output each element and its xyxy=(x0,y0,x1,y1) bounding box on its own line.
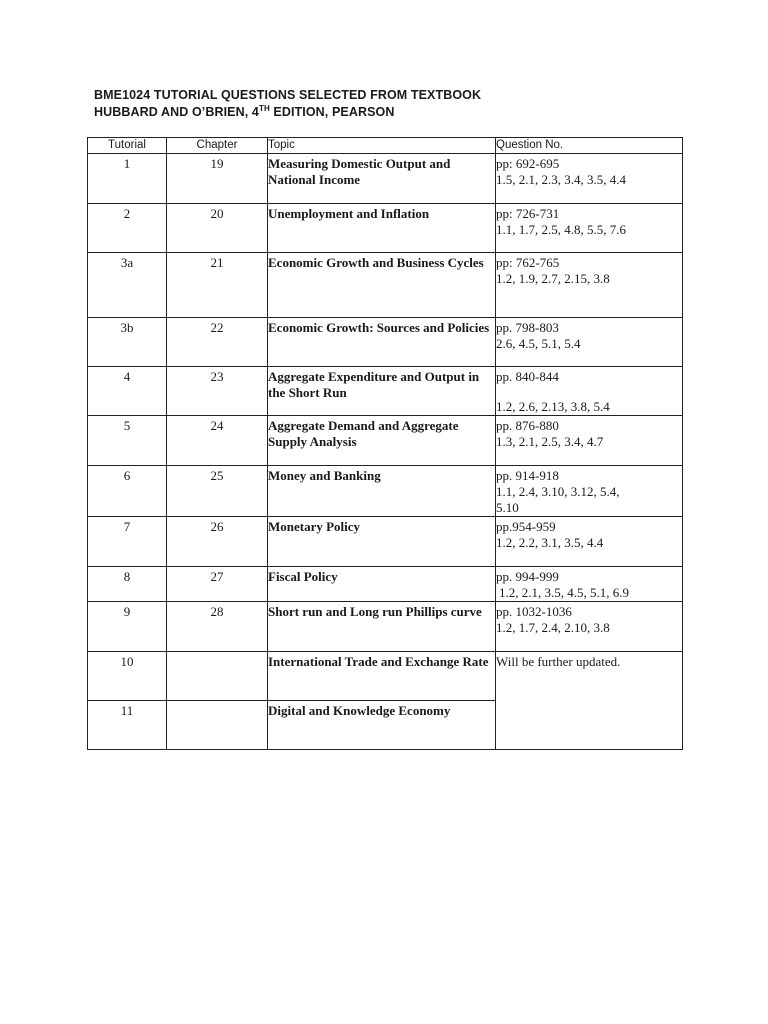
table-row xyxy=(88,367,683,416)
question-cell xyxy=(496,466,683,517)
questions-text: 1.2, 2.1, 3.5, 4.5, 5.1, 6.9 xyxy=(499,585,629,600)
table-row xyxy=(88,466,683,517)
topic-cell: Fiscal Policy xyxy=(268,567,496,602)
chapter-cell: 23 xyxy=(167,367,268,416)
tutorial-cell: 3a xyxy=(88,253,167,318)
topic-cell: Measuring Domestic Output and National Income xyxy=(268,154,496,204)
chapter-cell: 20 xyxy=(167,204,268,253)
tutorial-table xyxy=(87,137,683,750)
chapter-cell: 25 xyxy=(167,466,268,517)
questions-text: 1.2, 2.6, 2.13, 3.8, 5.4 xyxy=(496,399,610,414)
pages-text: pp: 726-731 xyxy=(496,206,560,221)
questions-text: 1.2, 1.7, 2.4, 2.10, 3.8 xyxy=(496,620,610,635)
question-cell xyxy=(496,253,683,318)
table-row xyxy=(88,567,683,602)
topic-cell: Unemployment and Inflation xyxy=(268,204,496,253)
table-row xyxy=(88,602,683,652)
topic-cell: Short run and Long run Phillips curve xyxy=(268,602,496,652)
tutorial-cell: 2 xyxy=(88,204,167,253)
question-cell xyxy=(496,318,683,367)
column-header-chapter: Chapter xyxy=(167,138,268,154)
pages-text: pp. 840-844 xyxy=(496,369,559,384)
question-cell xyxy=(496,517,683,567)
pages-text: pp. 914-918 xyxy=(496,468,559,483)
chapter-cell: 19 xyxy=(167,154,268,204)
pages-text: pp. 876-880 xyxy=(496,418,559,433)
header-line-1: BME1024 TUTORIAL QUESTIONS SELECTED FROM TEXTBOOK xyxy=(94,88,482,102)
table-row xyxy=(88,154,683,204)
topic-cell: Digital and Knowledge Economy xyxy=(268,701,496,750)
question-cell xyxy=(496,154,683,204)
tutorial-cell: 7 xyxy=(88,517,167,567)
chapter-cell xyxy=(167,652,268,701)
question-cell xyxy=(496,602,683,652)
chapter-cell: 28 xyxy=(167,602,268,652)
column-header-topic: Topic xyxy=(268,138,496,154)
column-header-tutorial: Tutorial xyxy=(88,138,167,154)
topic-cell: Monetary Policy xyxy=(268,517,496,567)
tutorial-cell: 6 xyxy=(88,466,167,517)
pages-text: pp.954-959 xyxy=(496,519,556,534)
tutorial-cell: 1 xyxy=(88,154,167,204)
question-cell xyxy=(496,204,683,253)
chapter-cell xyxy=(167,701,268,750)
tutorial-cell: 4 xyxy=(88,367,167,416)
table-header-row xyxy=(88,138,683,154)
table-row xyxy=(88,204,683,253)
pages-text: pp: 692-695 xyxy=(496,156,560,171)
pages-text: pp. 1032-1036 xyxy=(496,604,572,619)
chapter-cell: 27 xyxy=(167,567,268,602)
pages-text: pp: 762-765 xyxy=(496,255,560,270)
questions-text: 1.2, 1.9, 2.7, 2.15, 3.8 xyxy=(496,271,610,286)
table-row xyxy=(88,253,683,318)
questions-text: 1.3, 2.1, 2.5, 3.4, 4.7 xyxy=(496,434,604,449)
tutorial-cell: 9 xyxy=(88,602,167,652)
questions-text: 1.1, 1.7, 2.5, 4.8, 5.5, 7.6 xyxy=(496,222,626,237)
tutorial-cell: 8 xyxy=(88,567,167,602)
topic-cell: Aggregate Expenditure and Output in the Short Run xyxy=(268,367,496,416)
question-cell xyxy=(496,567,683,602)
topic-cell: Economic Growth: Sources and Policies xyxy=(268,318,496,367)
questions-text: 1.2, 2.2, 3.1, 3.5, 4.4 xyxy=(496,535,604,550)
table-row xyxy=(88,517,683,567)
topic-cell: Aggregate Demand and Aggregate Supply Analysis xyxy=(268,416,496,466)
question-cell xyxy=(496,416,683,466)
questions-text: 2.6, 4.5, 5.1, 5.4 xyxy=(496,336,581,351)
question-cell xyxy=(496,367,683,416)
document-header xyxy=(94,87,481,121)
chapter-cell: 21 xyxy=(167,253,268,318)
tutorial-cell: 10 xyxy=(88,652,167,701)
questions-text: 1.5, 2.1, 2.3, 3.4, 3.5, 4.4 xyxy=(496,172,626,187)
question-cell-merged xyxy=(496,652,683,750)
chapter-cell: 24 xyxy=(167,416,268,466)
header-line-2-sup: TH xyxy=(258,103,270,113)
table-row xyxy=(88,318,683,367)
questions-continued-text: 5.10 xyxy=(496,500,519,515)
header-line-2-post: EDITION, PEARSON xyxy=(269,105,395,119)
chapter-cell: 26 xyxy=(167,517,268,567)
table-row xyxy=(88,416,683,466)
tutorial-cell: 5 xyxy=(88,416,167,466)
chapter-cell: 22 xyxy=(167,318,268,367)
column-header-question-no: Question No. xyxy=(496,138,683,154)
tutorial-cell: 11 xyxy=(88,701,167,750)
header-line-2 xyxy=(94,104,481,121)
pages-text: pp. 994-999 xyxy=(496,569,559,584)
topic-cell: Money and Banking xyxy=(268,466,496,517)
questions-text: 1.1, 2.4, 3.10, 3.12, 5.4, xyxy=(496,484,620,499)
table-row xyxy=(88,652,683,701)
topic-cell: International Trade and Exchange Rate xyxy=(268,652,496,701)
further-updated-note: Will be further updated. xyxy=(496,654,621,669)
pages-text: pp. 798-803 xyxy=(496,320,559,335)
tutorial-cell: 3b xyxy=(88,318,167,367)
header-line-2-pre: HUBBARD AND O’BRIEN, 4 xyxy=(94,105,259,119)
topic-cell: Economic Growth and Business Cycles xyxy=(268,253,496,318)
